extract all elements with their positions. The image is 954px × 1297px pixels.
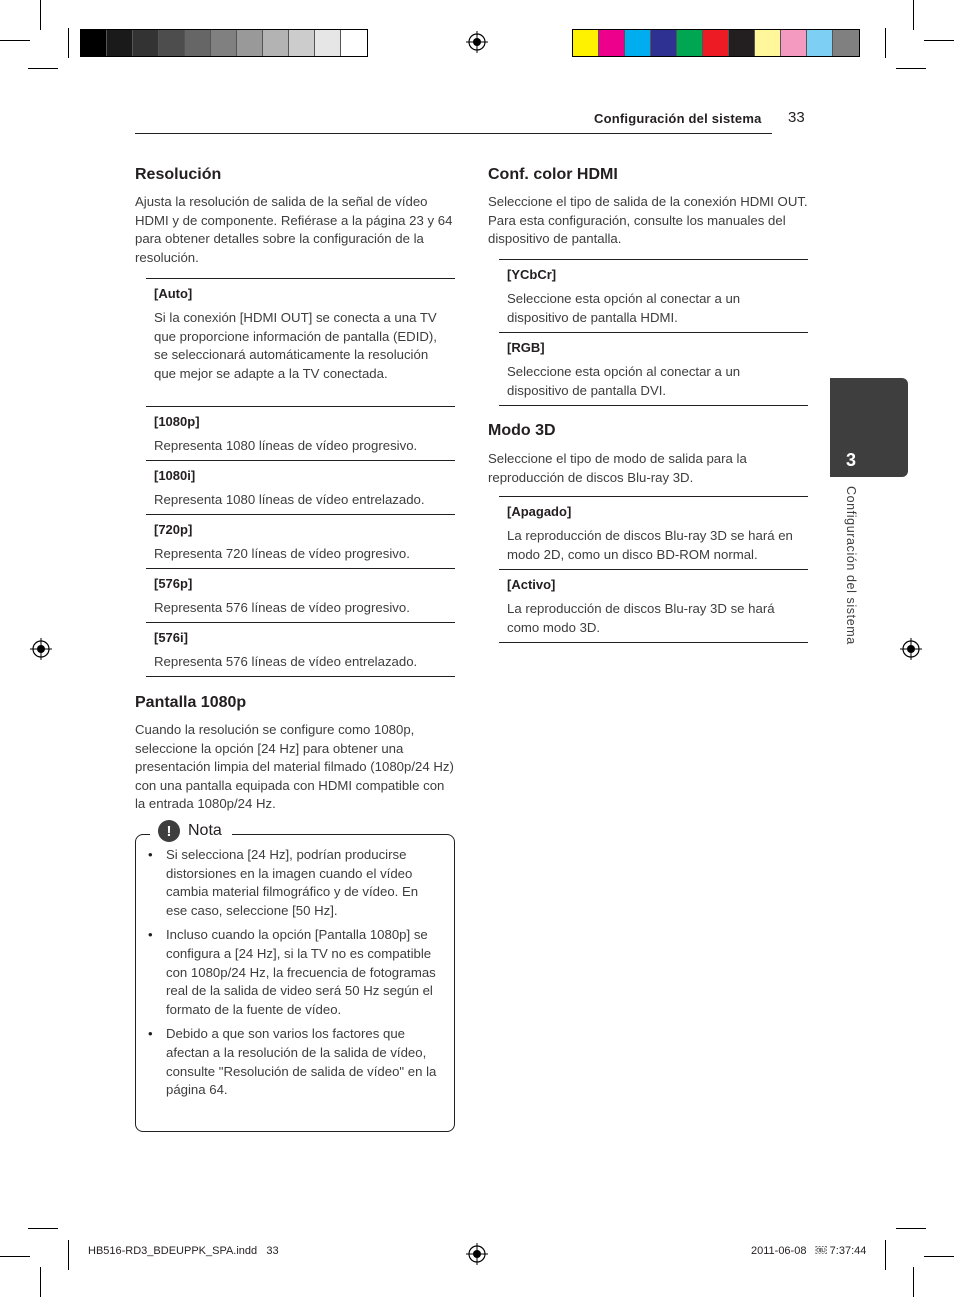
option-row (499, 259, 808, 332)
color-swatch (107, 30, 133, 56)
crop-mark (0, 40, 30, 41)
crop-mark (28, 1228, 58, 1229)
color-swatch (807, 30, 833, 56)
color-swatch (159, 30, 185, 56)
color-swatch (341, 30, 367, 56)
modo3d-options-table (499, 496, 808, 643)
option-label: [576p] (154, 576, 193, 591)
option-description: Seleccione esta opción al conectar a un dispositivo de pantalla DVI. (507, 364, 741, 398)
color-swatch (833, 30, 859, 56)
option-description: Representa 1080 líneas de vídeo progresivo. (154, 438, 418, 453)
crop-mark (885, 1240, 886, 1270)
option-label: [720p] (154, 522, 193, 537)
option-label: [576i] (154, 630, 188, 645)
color-swatch (315, 30, 341, 56)
color-swatch (185, 30, 211, 56)
color-swatch (573, 30, 599, 56)
crop-mark (28, 68, 58, 69)
color-swatch (729, 30, 755, 56)
option-description: La reproducción de discos Blu-ray 3D se hará como modo 3D. (507, 601, 775, 635)
option-label: [1080i] (154, 468, 196, 483)
option-row (146, 278, 455, 406)
color-swatch (677, 30, 703, 56)
color-calibration-bar (572, 29, 860, 57)
chapter-number: 3 (846, 450, 857, 470)
note-title: Nota (188, 822, 222, 839)
color-swatch (599, 30, 625, 56)
footer-filename: HB516-RD3_BDEUPPK_SPA.indd 33 (88, 1245, 279, 1257)
option-row (499, 332, 808, 406)
color-swatch (237, 30, 263, 56)
option-row (146, 460, 455, 514)
color-swatch (651, 30, 677, 56)
option-description: Representa 1080 líneas de vídeo entrelazado. (154, 492, 425, 507)
option-row (146, 514, 455, 568)
option-description: Representa 720 líneas de vídeo progresivo. (154, 546, 410, 561)
option-description: Seleccione esta opción al conectar a un dispositivo de pantalla HDMI. (507, 291, 741, 325)
grayscale-calibration-bar (80, 29, 368, 57)
chapter-tab (830, 378, 908, 477)
crop-mark (913, 1267, 914, 1297)
crop-mark (913, 0, 914, 30)
resolucion-options-table (146, 278, 455, 677)
option-row (146, 622, 455, 677)
note-header (150, 818, 232, 844)
color-swatch (211, 30, 237, 56)
page-number: 33 (788, 109, 805, 126)
crop-mark (885, 28, 886, 58)
header-rule (135, 133, 772, 134)
crop-mark (924, 1256, 954, 1257)
option-row (499, 569, 808, 643)
color-swatch (755, 30, 781, 56)
color-swatch (625, 30, 651, 56)
crop-mark (40, 1267, 41, 1297)
pantalla-intro: Cuando la resolución se configure como 1080p, seleccione la opción [24 Hz] para obtener una presentación limpia del material filmado (1080p/24 Hz) con una pantalla equipada con HDMI compatible con la entrada 1080p/24 Hz. (135, 722, 454, 812)
option-description: Representa 576 líneas de vídeo entrelazado. (154, 654, 418, 669)
resolucion-intro: Ajusta la resolución de salida de la señal de vídeo HDMI y de componente. Refiérase a la página 23 y 64 para obtener detalles sobre la configuración de la resolución. (135, 194, 453, 265)
option-description: La reproducción de discos Blu-ray 3D se hará en modo 2D, como un disco BD-ROM normal. (507, 528, 793, 562)
crop-mark (0, 1256, 30, 1257)
crop-mark (924, 40, 954, 41)
registration-mark-icon (30, 638, 52, 660)
option-row (146, 568, 455, 622)
note-item: • Debido a que son varios los factores que afectan a la resolución de la salida de vídeo, consulte "Resolución de salida de vídeo" en la página 64. (147, 1025, 443, 1099)
section-title-conf-color-hdmi: Conf. color HDMI (488, 166, 618, 183)
color-swatch (289, 30, 315, 56)
option-description: Representa 576 líneas de vídeo progresivo. (154, 600, 410, 615)
color-swatch (133, 30, 159, 56)
footer-datetime: 2011-06-08 ￼ 7:37:44 (751, 1245, 867, 1257)
option-row (146, 406, 455, 460)
color-swatch (703, 30, 729, 56)
registration-mark-icon (466, 31, 488, 53)
crop-mark (68, 1240, 69, 1270)
option-label: [YCbCr] (507, 267, 557, 282)
section-title-resolucion: Resolución (135, 166, 222, 183)
section-title-pantalla-1080p: Pantalla 1080p (135, 694, 247, 711)
modo3d-intro: Seleccione el tipo de modo de salida para la reproducción de discos Blu-ray 3D. (488, 451, 747, 485)
running-header (594, 111, 762, 126)
crop-mark (40, 0, 41, 30)
crop-mark (896, 68, 926, 69)
color-swatch (263, 30, 289, 56)
registration-mark-icon (900, 638, 922, 660)
color-swatch (781, 30, 807, 56)
exclamation-icon: ! (158, 820, 180, 842)
color-swatch (81, 30, 107, 56)
option-description: Si la conexión [HDMI OUT] se conecta a una TV que proporcione información de pantalla (EDID), se seleccionará automáticamente la resolución que mejor se adapte a la TV conectada. (154, 310, 437, 381)
note-item: • Incluso cuando la opción [Pantalla 1080p] se configura a [24 Hz], si la TV no es compatible con 1080p/24 Hz, la frecuencia de fotogramas real de la salida de video será 50 Hz según el formato de la fuente de vídeo. (147, 926, 443, 1019)
note-item: • Si selecciona [24 Hz], podrían producirse distorsiones en la imagen cuando el vídeo cambia material filmográfico y de vídeo. En ese caso, seleccione [50 Hz]. (147, 846, 443, 920)
section-title-modo-3d: Modo 3D (488, 422, 556, 439)
crop-mark (68, 28, 69, 58)
chapter-label-vertical: Configuración del sistema (844, 486, 858, 645)
option-row (499, 496, 808, 569)
option-label: [RGB] (507, 340, 545, 355)
option-label: [Activo] (507, 577, 556, 592)
registration-mark-icon (466, 1243, 488, 1265)
crop-mark (896, 1228, 926, 1229)
option-label: [1080p] (154, 414, 200, 429)
option-label: [Auto] (154, 286, 193, 301)
conf-color-options-table (499, 259, 808, 406)
header-section-name: Configuración del sistema (594, 111, 762, 126)
note-list (147, 846, 443, 1106)
option-label: [Apagado] (507, 504, 572, 519)
conf-color-intro: Seleccione el tipo de salida de la conexión HDMI OUT. Para esta configuración, consulte los manuales del dispositivo de pantalla. (488, 194, 808, 247)
